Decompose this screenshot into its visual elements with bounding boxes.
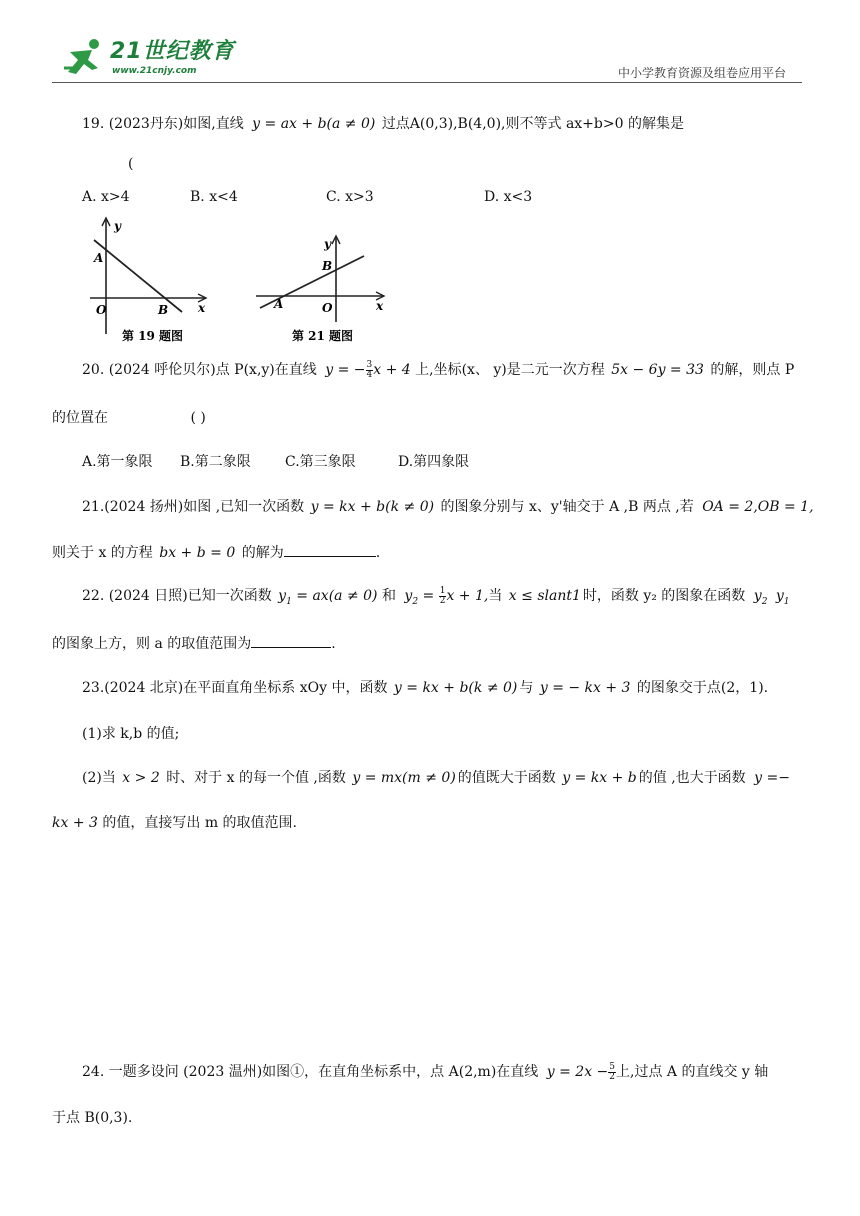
fig21-label-y: y xyxy=(324,237,331,251)
q22-line-2 xyxy=(52,633,336,654)
q23-sub2-eq-3: y = kx + b xyxy=(562,770,637,786)
q19-option-c: C. x>3 xyxy=(326,189,374,205)
q23-text-3: 的图象交于点(2，1). xyxy=(636,680,769,696)
q23-sub2-text-d: 的值 ,也大于函数 xyxy=(638,770,746,786)
q20-line-2 xyxy=(52,408,206,428)
fig19-label-o: O xyxy=(96,303,107,317)
fig19-label-b: B xyxy=(158,303,169,317)
header xyxy=(0,0,860,90)
fig21-label-b: B xyxy=(322,259,333,273)
q23-sub2-eq-2: y = mx(m ≠ 0) xyxy=(352,770,456,786)
q23-equation-2: y = − kx + 3 xyxy=(539,680,631,696)
q23-sub2-text-c: 的值既大于函数 xyxy=(457,770,556,786)
q20-text-1: 20. (2024 呼伦贝尔)点 P(x,y)在直线 xyxy=(82,362,317,378)
q20-option-d: D.第四象限 xyxy=(398,454,470,470)
q20-option-a: A.第一象限 xyxy=(82,454,153,470)
runner-logo-icon xyxy=(62,38,106,78)
q23-text-1: 23.(2024 北京)在平面直角坐标系 xOy 中，函数 xyxy=(82,680,388,696)
q21-text-line2-b: 的解为 xyxy=(241,545,284,561)
platform-name: 中小学教育资源及组卷应用平台 xyxy=(618,66,787,80)
q22-fraction: $\frac{1}{2}$ xyxy=(439,585,446,606)
fig19-label-y: y xyxy=(114,219,121,233)
q21-answer-blank[interactable] xyxy=(284,542,376,557)
q23-sub2-eq-1: x > 2 xyxy=(122,770,160,786)
q22-text-1: 22. (2024 日照)已知一次函数 xyxy=(82,588,272,604)
q19-equation: y = ax + b(a ≠ 0) xyxy=(252,116,376,132)
q19-options xyxy=(82,187,682,207)
q24-eq-a: y = 2x − xyxy=(546,1064,609,1080)
q22-eq-y2: $y_2$ = $\frac{1}{2}$ x + 1, xyxy=(404,585,489,607)
q20-text-2: 上,坐标(x、 y)是二元一次方程 xyxy=(415,362,605,378)
q19-option-d: D. x<3 xyxy=(484,189,533,205)
question-20 xyxy=(82,360,794,384)
q19-option-b: B. x<4 xyxy=(190,189,238,205)
q20-text-3: 的解，则点 P xyxy=(710,362,795,378)
question-22 xyxy=(82,586,790,610)
fig21-label-x: x xyxy=(376,299,384,313)
q21-equation: y = kx + b(k ≠ 0) xyxy=(310,499,435,515)
q22-text-2: 和 xyxy=(381,588,396,604)
q22-eq-y2-ref: $y_2$ xyxy=(753,588,768,607)
q20-eq-part-b: x + 4 xyxy=(373,362,411,378)
q23-line-3 xyxy=(52,813,297,833)
fig19-caption: 第 19 题图 xyxy=(122,329,184,343)
q21-text-2: 的图象分别与 x、y'轴交于 A ,B 两点 ,若 xyxy=(440,499,694,515)
fig19-label-x: x xyxy=(198,301,206,315)
q22-eq-y1-ref: $y_1$ xyxy=(775,588,790,607)
q20-text-line2: 的位置在 xyxy=(52,410,108,426)
q23-sub-2 xyxy=(82,768,790,788)
q20-options xyxy=(82,452,582,472)
q22-text-line2: 的图象上方，则 a 的取值范围为 xyxy=(52,636,252,652)
q22-text-3: 当 xyxy=(488,588,503,604)
q24-text-2: 上,过点 A 的直线交 y 轴 xyxy=(616,1064,769,1080)
q24-line-2: 于点 B(0,3). xyxy=(52,1110,133,1126)
q23-sub2-eq-4: y =− xyxy=(754,770,790,786)
q23-line3-text: 的值，直接写出 m 的取值范围. xyxy=(102,815,298,831)
logo-url: www.21cnjy.com xyxy=(112,66,197,76)
fig19-label-a: A xyxy=(94,251,104,265)
q21-period: . xyxy=(375,545,381,561)
figure-21 xyxy=(252,234,392,344)
q19-option-a: A. x>4 xyxy=(82,189,130,205)
question-21 xyxy=(82,497,814,517)
fig21-label-a: A xyxy=(274,297,284,311)
q23-equation-1: y = kx + b(k ≠ 0) xyxy=(393,680,518,696)
q20-eq-part-a: y = − xyxy=(325,362,366,378)
q21-equation-2: OA = 2,OB = 1, xyxy=(702,499,814,515)
figure-19 xyxy=(86,216,216,344)
q20-option-c: C.第三象限 xyxy=(285,454,356,470)
logo-main-text: 21世纪教育 xyxy=(110,39,235,64)
q23-line3-eq: kx + 3 xyxy=(52,815,98,831)
logo xyxy=(62,38,242,82)
q20-equation-2: 5x − 6y = 33 xyxy=(611,362,704,378)
q21-line-2 xyxy=(52,542,380,563)
q22-answer-blank[interactable] xyxy=(251,633,331,648)
q23-sub-1: (1)求 k,b 的值; xyxy=(82,726,180,742)
q22-period: . xyxy=(331,636,336,652)
q21-text-line2-a: 则关于 x 的方程 xyxy=(52,545,153,561)
q19-text-1: 19. (2023丹东)如图,直线 xyxy=(82,116,244,132)
q19-text-2: 过点A(0,3),B(4,0),则不等式 ax+b>0 的解集是 xyxy=(381,116,684,132)
fig19-line xyxy=(94,240,182,312)
q22-eq-y1: $y_1 = ax(a \ne 0)$ xyxy=(278,588,378,607)
q23-sub2-text-b: 时、对于 x 的每一个值 ,函数 xyxy=(166,770,346,786)
q24-text-1: 24. 一题多设问 (2023 温州)如图①，在直角坐标系中，点 A(2,m)在直线 xyxy=(82,1064,539,1080)
question-23 xyxy=(82,678,768,698)
question-19 xyxy=(82,114,684,134)
q21-equation-3: bx + b = 0 xyxy=(159,545,236,561)
q23-sub2-text-a: (2)当 xyxy=(82,770,116,786)
fig21-caption: 第 21 题图 xyxy=(292,329,354,343)
q21-text-1: 21.(2024 扬州)如图 ,已知一次函数 xyxy=(82,499,305,515)
q20-option-b: B.第二象限 xyxy=(180,454,251,470)
q20-fraction: $\frac{3}{4}$ xyxy=(366,359,373,380)
q20-answer-paren: ( ) xyxy=(190,410,206,426)
fig21-label-o: O xyxy=(322,301,333,315)
question-24 xyxy=(82,1062,768,1086)
q22-text-4: 时，函数 y₂ 的图象在函数 xyxy=(582,588,746,604)
q22-eq-condition: x ≤ slant1 xyxy=(508,588,581,604)
q24-fraction: $\frac{5}{2}$ xyxy=(609,1061,616,1082)
q23-text-2: 与 xyxy=(519,680,534,696)
q19-answer-paren: ( xyxy=(128,156,134,172)
header-divider xyxy=(52,82,802,83)
